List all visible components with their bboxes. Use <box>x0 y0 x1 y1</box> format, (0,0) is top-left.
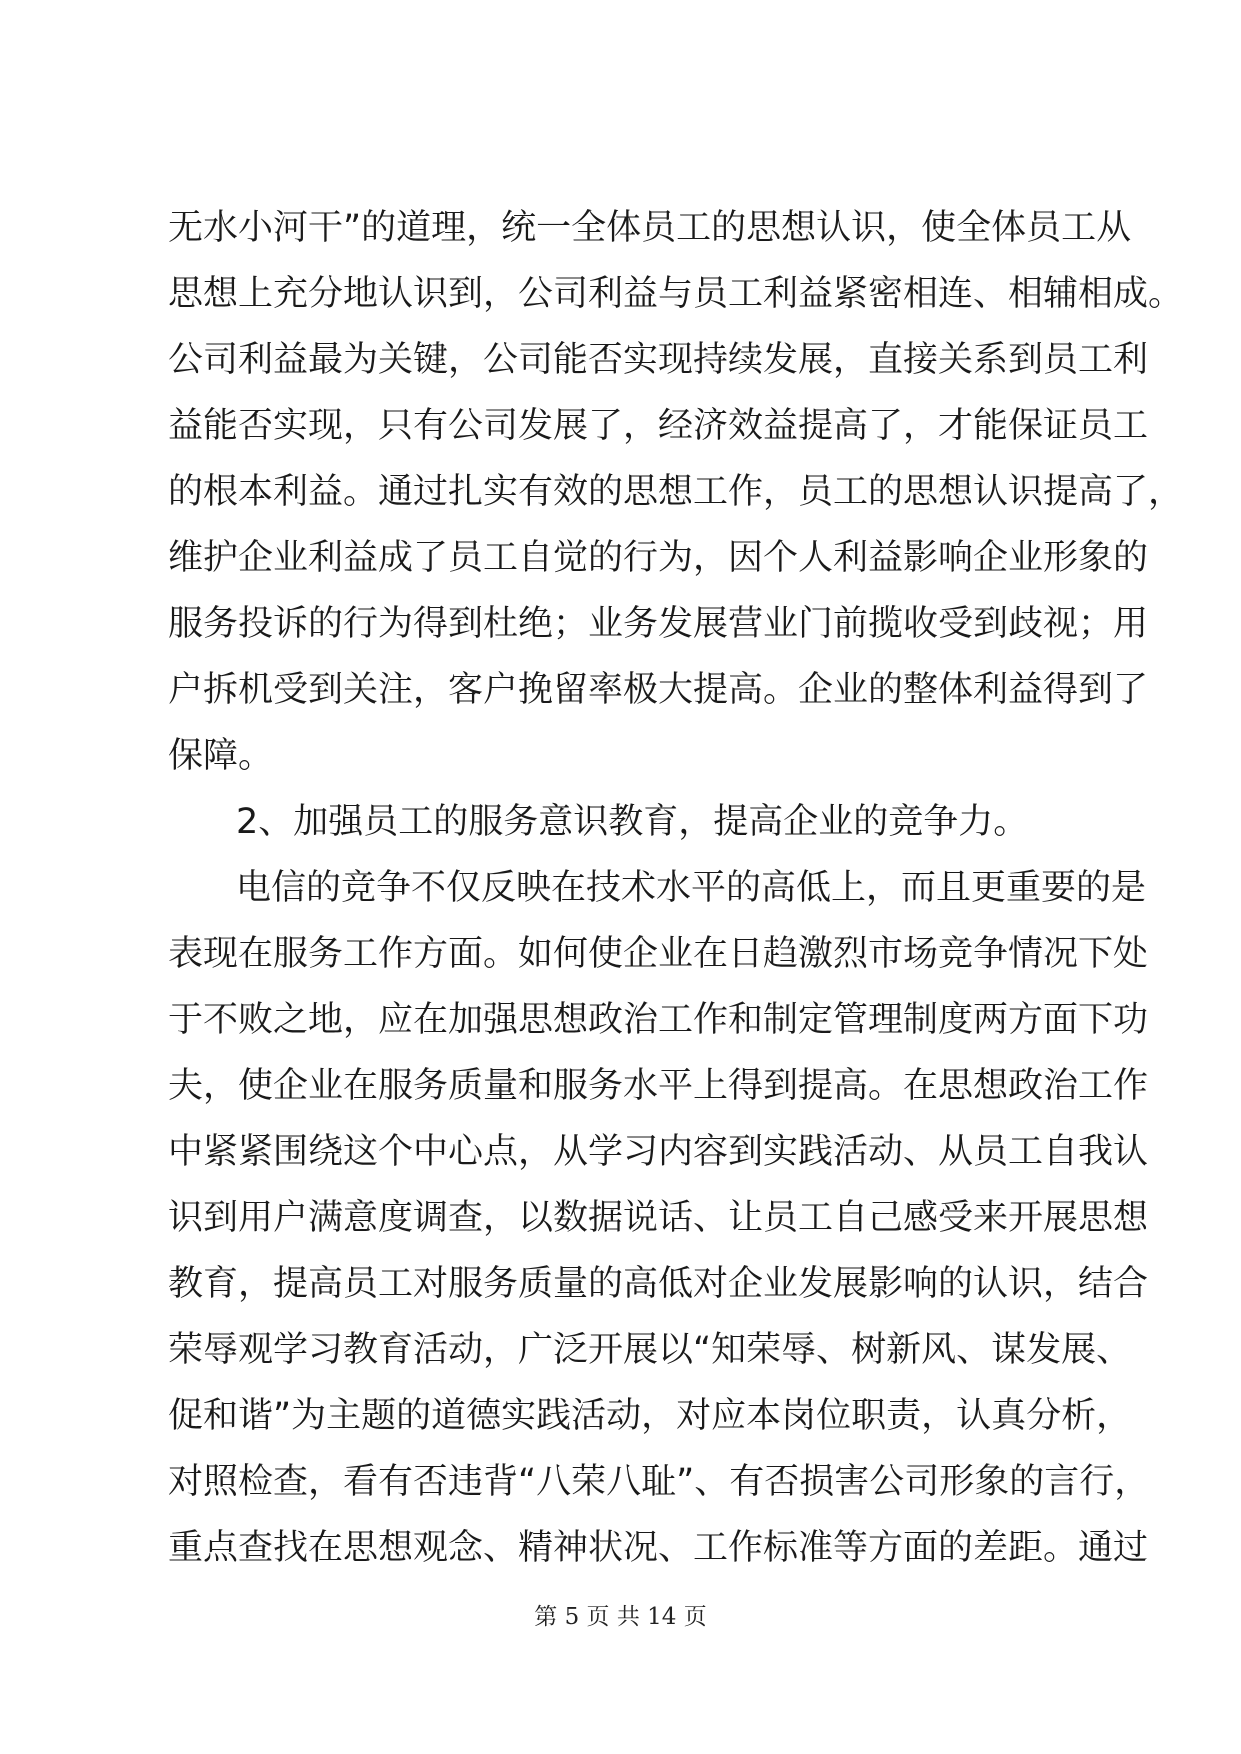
page-footer: 第 5 页 共 14 页 <box>534 1604 707 1630</box>
body-text-line: 无水小河干”的道理，统一全体员工的思想认识，使全体员工从 <box>168 208 1132 248</box>
body-text-line: 思想上充分地认识到，公司利益与员工利益紧密相连、相辅相成。 <box>168 274 1184 314</box>
body-text-line: 重点查找在思想观念、精神状况、工作标准等方面的差距。通过 <box>168 1528 1149 1568</box>
body-text-line: 电信的竞争不仅反映在技术水平的高低上，而且更重要的是 <box>236 868 1147 908</box>
body-text-line: 中紧紧围绕这个中心点，从学习内容到实践活动、从员工自我认 <box>168 1132 1149 1172</box>
body-text-line: 公司利益最为关键，公司能否实现持续发展，直接关系到员工利 <box>168 340 1149 380</box>
body-text-line: 的根本利益。通过扎实有效的思想工作，员工的思想认识提高了， <box>168 472 1184 512</box>
body-text-line: 识到用户满意度调查，以数据说话、让员工自己感受来开展思想 <box>168 1198 1149 1238</box>
body-text-line: 维护企业利益成了员工自觉的行为，因个人利益影响企业形象的 <box>168 538 1149 578</box>
section-heading: 2、加强员工的服务意识教育，提高企业的竞争力。 <box>236 802 1029 842</box>
body-text-line: 夫，使企业在服务质量和服务水平上得到提高。在思想政治工作 <box>168 1066 1149 1106</box>
body-text-line: 益能否实现，只有公司发展了，经济效益提高了，才能保证员工 <box>168 406 1149 446</box>
body-text-line: 教育，提高员工对服务质量的高低对企业发展影响的认识，结合 <box>168 1264 1149 1304</box>
body-text-line: 服务投诉的行为得到杜绝；业务发展营业门前揽收受到歧视；用 <box>168 604 1149 644</box>
body-text-line: 荣辱观学习教育活动，广泛开展以“知荣辱、树新风、谋发展、 <box>168 1330 1132 1370</box>
body-text-line: 户拆机受到关注，客户挽留率极大提高。企业的整体利益得到了 <box>168 670 1149 710</box>
body-text-line: 促和谐”为主题的道德实践活动，对应本岗位职责，认真分析， <box>168 1396 1132 1436</box>
body-text-line: 对照检查，看有否违背“八荣八耻”、有否损害公司形象的言行， <box>168 1462 1150 1502</box>
body-text-line: 于不败之地，应在加强思想政治工作和制定管理制度两方面下功 <box>168 1000 1149 1040</box>
body-text-line: 保障。 <box>168 736 274 776</box>
body-text-line: 表现在服务工作方面。如何使企业在日趋激烈市场竞争情况下处 <box>168 934 1149 974</box>
